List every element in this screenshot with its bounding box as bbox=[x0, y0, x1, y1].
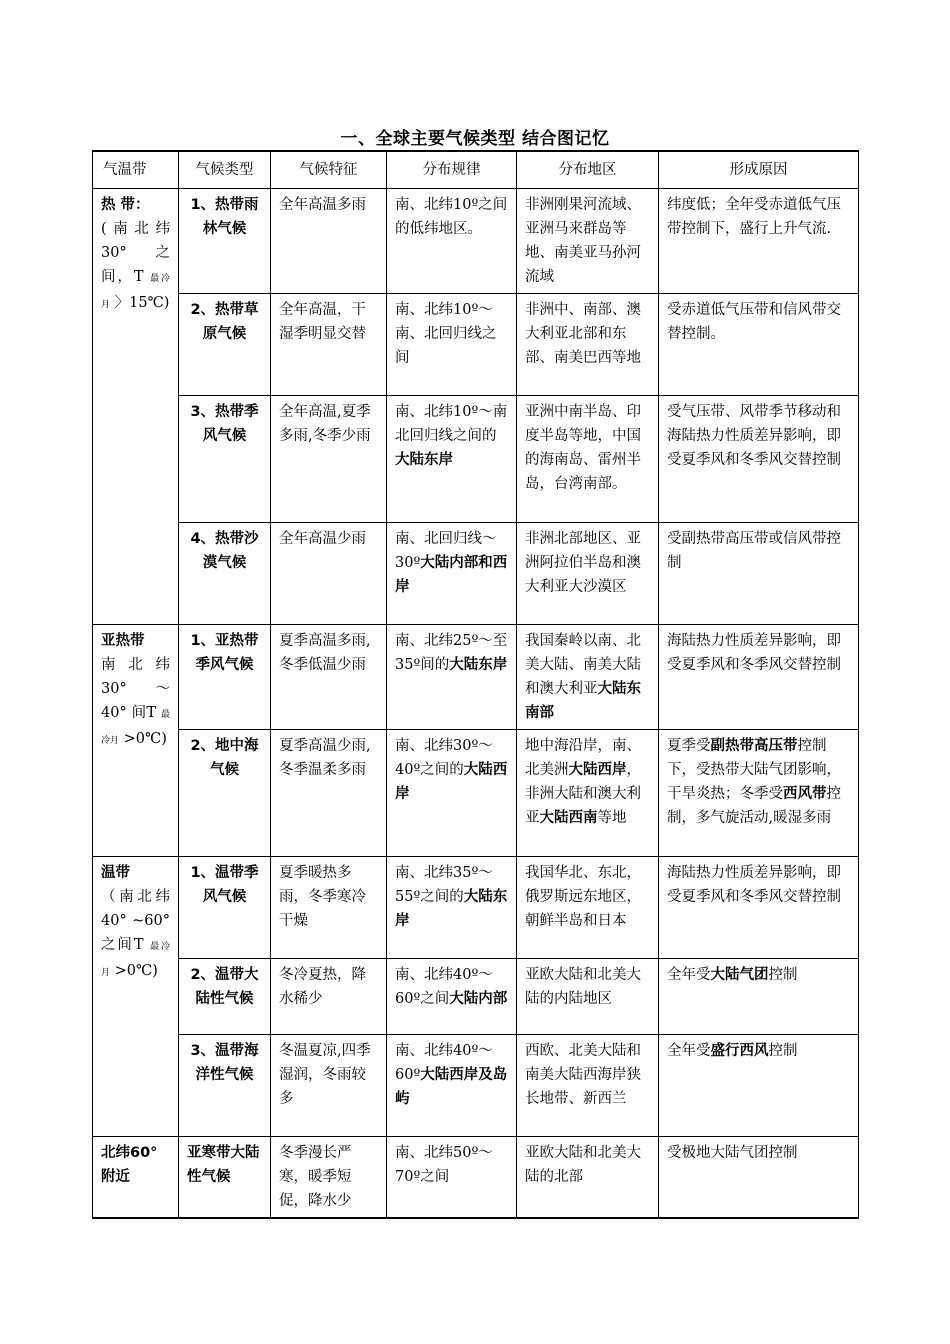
climate-type: 2、地中海气候 bbox=[179, 730, 271, 857]
zone-description: 南北纬30° ～40° 间T 最冷月 >0℃) bbox=[101, 657, 170, 747]
formation-cause: 受极地大陆气团控制 bbox=[659, 1137, 859, 1219]
formation-cause: 全年受大陆气团控制 bbox=[659, 959, 859, 1035]
zone-name: 温带 bbox=[101, 865, 130, 881]
climate-feature: 夏季暖热多雨，冬季寒冷干燥 bbox=[271, 857, 387, 959]
header-climate-type: 气候类型 bbox=[179, 151, 271, 189]
table-row bbox=[93, 730, 859, 857]
formation-cause: 海陆热力性质差异影响，即受夏季风和冬季风交替控制 bbox=[659, 625, 859, 730]
climate-type: 3、热带季风气候 bbox=[179, 396, 271, 523]
page-title: 一、全球主要气候类型 结合图记忆 bbox=[340, 129, 610, 149]
formation-cause: 受赤道低气压带和信风带交替控制。 bbox=[659, 294, 859, 396]
zone-cell-temperate bbox=[93, 857, 179, 1137]
climate-feature: 全年高温少雨 bbox=[271, 523, 387, 625]
climate-type: 3、温带海洋性气候 bbox=[179, 1035, 271, 1137]
distribution-rule: 南、北纬40º～60º之间大陆内部 bbox=[387, 959, 517, 1035]
climate-type: 2、热带草原气候 bbox=[179, 294, 271, 396]
distribution-region: 非洲中、南部、澳大利亚北部和东部、南美巴西等地 bbox=[517, 294, 659, 396]
formation-cause: 纬度低；全年受赤道低气压带控制下，盛行上升气流. bbox=[659, 189, 859, 294]
formation-cause: 受气压带、风带季节移动和海陆热力性质差异影响，即受夏季风和冬季风交替控制 bbox=[659, 396, 859, 523]
distribution-rule: 南、北纬50º～70º之间 bbox=[387, 1137, 517, 1219]
table-row bbox=[93, 1137, 859, 1219]
table-row bbox=[93, 959, 859, 1035]
climate-feature: 冬冷夏热，降水稀少 bbox=[271, 959, 387, 1035]
distribution-region: 我国秦岭以南、北美大陆、南美大陆和澳大利亚大陆东南部 bbox=[517, 625, 659, 730]
table-row bbox=[93, 189, 859, 294]
table-row bbox=[93, 396, 859, 523]
zone-description: （南北纬 40° ~60°之间T 最冷月 >0℃) bbox=[101, 889, 171, 979]
climate-type: 亚寒带大陆性气候 bbox=[179, 1137, 271, 1219]
formation-cause: 全年受盛行西风控制 bbox=[659, 1035, 859, 1137]
distribution-region: 亚洲中南半岛、印度半岛等地，中国的海南岛、雷州半岛，台湾南部。 bbox=[517, 396, 659, 523]
distribution-region: 我国华北、东北，俄罗斯远东地区，朝鲜半岛和日本 bbox=[517, 857, 659, 959]
table-row bbox=[93, 523, 859, 625]
formation-cause: 夏季受副热带高压带控制下，受热带大陆气团影响，干旱炎热；冬季受西风带控制，多气旋活动,暖湿多雨 bbox=[659, 730, 859, 857]
table-row bbox=[93, 294, 859, 396]
climate-type: 4、热带沙漠气候 bbox=[179, 523, 271, 625]
header-row bbox=[93, 151, 859, 189]
zone-name: 北纬60°附近 bbox=[101, 1145, 158, 1185]
climate-feature: 全年高温，干湿季明显交替 bbox=[271, 294, 387, 396]
table-row bbox=[93, 857, 859, 959]
header-distribution-region: 分布地区 bbox=[517, 151, 659, 189]
table-row bbox=[93, 625, 859, 730]
distribution-rule: 南、北纬10º之间的低纬地区。 bbox=[387, 189, 517, 294]
distribution-rule: 南、北纬25º～至35º间的大陆东岸 bbox=[387, 625, 517, 730]
distribution-rule: 南、北纬40º～60º大陆西岸及岛屿 bbox=[387, 1035, 517, 1137]
climate-feature: 全年高温,夏季多雨,冬季少雨 bbox=[271, 396, 387, 523]
distribution-rule: 南、北纬10º～南、北回归线之间 bbox=[387, 294, 517, 396]
header-formation-cause: 形成原因 bbox=[659, 151, 859, 189]
zone-description: (南北纬30° 之间，T 最冷月 〉15℃) bbox=[101, 221, 171, 311]
distribution-rule: 南、北纬35º～55º之间的大陆东岸 bbox=[387, 857, 517, 959]
distribution-region: 地中海沿岸，南、北美洲大陆西岸，非洲大陆和澳大利亚大陆西南等地 bbox=[517, 730, 659, 857]
distribution-region: 非洲北部地区、亚洲阿拉伯半岛和澳大利亚大沙漠区 bbox=[517, 523, 659, 625]
climate-type: 1、热带雨林气候 bbox=[179, 189, 271, 294]
header-climate-feature: 气候特征 bbox=[271, 151, 387, 189]
header-distribution-rule: 分布规律 bbox=[387, 151, 517, 189]
distribution-region: 非洲刚果河流域、亚洲马来群岛等地、南美亚马孙河流域 bbox=[517, 189, 659, 294]
distribution-region: 亚欧大陆和北美大陆的内陆地区 bbox=[517, 959, 659, 1035]
zone-cell-tropical bbox=[93, 189, 179, 625]
zone-cell-north60 bbox=[93, 1137, 179, 1219]
formation-cause: 受副热带高压带或信风带控制 bbox=[659, 523, 859, 625]
zone-cell-subtropical bbox=[93, 625, 179, 857]
table-row bbox=[93, 1035, 859, 1137]
climate-feature: 夏季高温少雨,冬季温柔多雨 bbox=[271, 730, 387, 857]
distribution-rule: 南、北纬30º～40º之间的大陆西岸 bbox=[387, 730, 517, 857]
header-temperature-zone: 气温带 bbox=[93, 151, 179, 189]
distribution-region: 亚欧大陆和北美大陆的北部 bbox=[517, 1137, 659, 1219]
climate-feature: 冬季漫长严寒，暖季短促，降水少 bbox=[271, 1137, 387, 1219]
zone-name: 热 带： bbox=[101, 197, 150, 213]
climate-feature: 夏季高温多雨,冬季低温少雨 bbox=[271, 625, 387, 730]
climate-feature: 全年高温多雨 bbox=[271, 189, 387, 294]
climate-type: 1、亚热带季风气候 bbox=[179, 625, 271, 730]
distribution-rule: 南、北纬10º～南北回归线之间的大陆东岸 bbox=[387, 396, 517, 523]
climate-table bbox=[92, 150, 859, 1219]
climate-type: 2、温带大陆性气候 bbox=[179, 959, 271, 1035]
distribution-region: 西欧、北美大陆和南美大陆西海岸狭长地带、新西兰 bbox=[517, 1035, 659, 1137]
climate-type: 1、温带季风气候 bbox=[179, 857, 271, 959]
distribution-rule: 南、北回归线～30º大陆内部和西岸 bbox=[387, 523, 517, 625]
formation-cause: 海陆热力性质差异影响，即受夏季风和冬季风交替控制 bbox=[659, 857, 859, 959]
climate-feature: 冬温夏凉,四季湿润，冬雨较多 bbox=[271, 1035, 387, 1137]
zone-name: 亚热带 bbox=[101, 633, 145, 649]
